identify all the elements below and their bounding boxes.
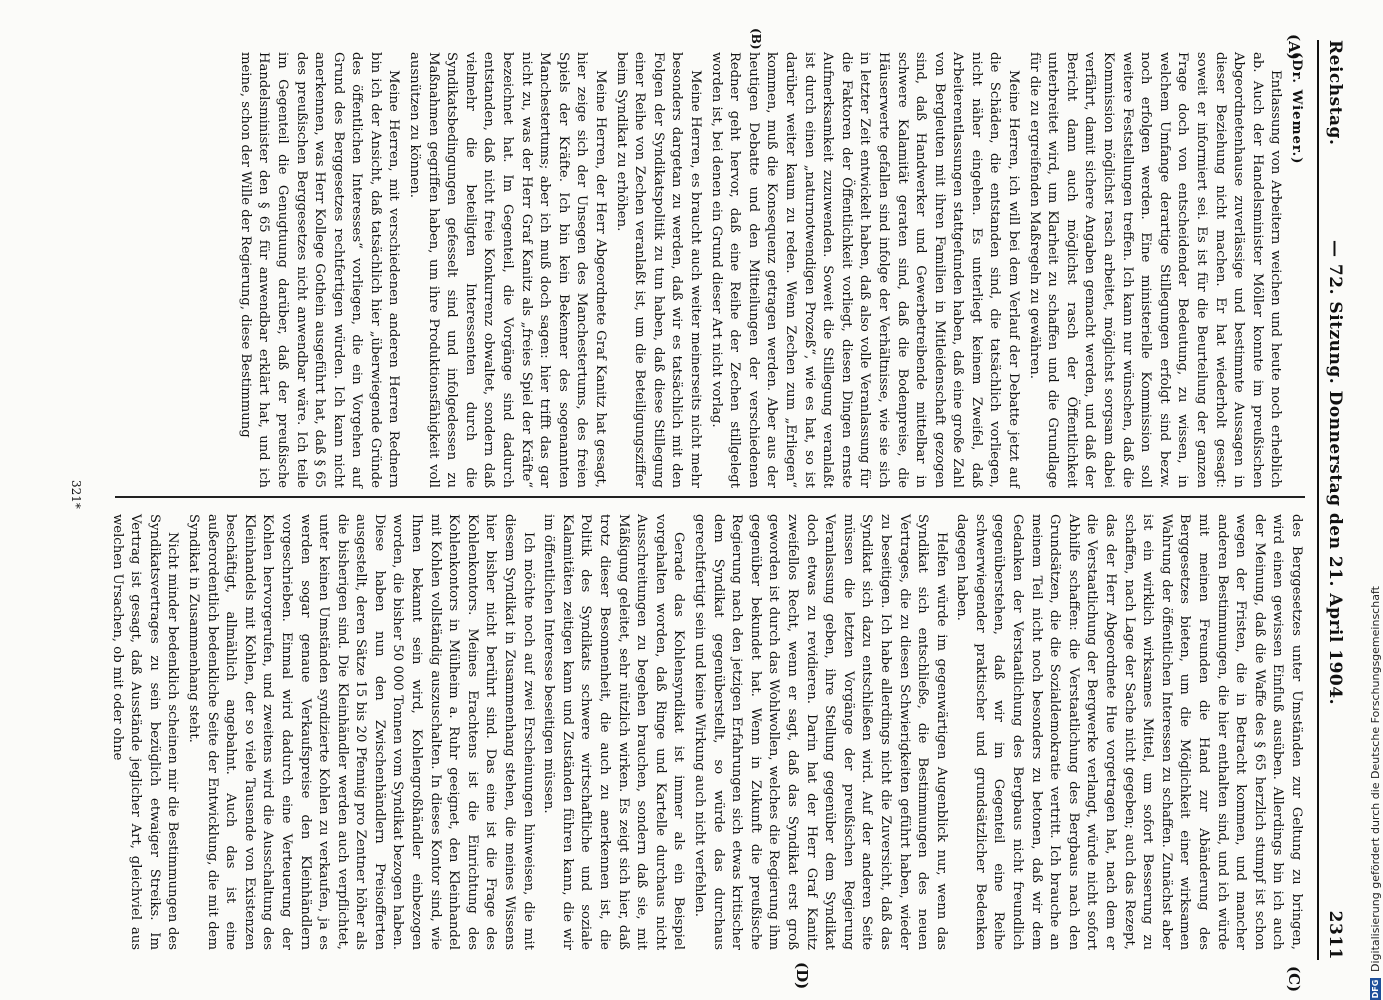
margin-marker-b: (B) (749, 28, 763, 50)
column-divider (115, 496, 1305, 498)
column-paragraph: Gerade das Kohlensyndikat ist immer als ein Beispiel vorgehalten worden, daß Ringe und Kartelle durchaus nicht Ausschreitungen zu begehen brauchen, sondern daß sie, mit Mäßigung geleitet, sehr nützlich wirken. Es zeigt sich hier, daß trotz dieser Besonnenheit, die auch zu anerkennen ist, die Politik des Syndikats schwere wirtschaftliche und soziale Kalamitäten zeitigen kann und Zuständen führen kann, die wir im öffentlichen Interesse beseitigen müssen. (541, 514, 687, 950)
margin-marker-c: (C) (1285, 966, 1303, 993)
header-publication: Reichstag. (1325, 40, 1345, 146)
left-column (115, 52, 1305, 488)
speaker-name: (Dr. Wiemer.) (1289, 52, 1304, 165)
header-rule (1317, 40, 1319, 960)
page-header (1315, 40, 1345, 960)
sheet-number: 321* (69, 480, 83, 509)
column-paragraph: Ich möchte noch auf zwei Erscheinungen hinweisen, die mit diesem Syndikat in Zusammenhang stehen, die meines Wissens hier bisher nicht berührt sind. Das eine ist die Frage des Kohlenkontors. Meines Erachtens ist die Einrichtung des Kohlenkontors in Mülheim a. Ruhr geeignet, den Kleinhandel mit Kohlen vollständig auszuschalten. In dieses Kontor sind, wie Ihnen bekannt sein wird, Kohlengroßhändler einbezogen worden, die bisher 50 000 Tonnen vom Syndikat bezogen haben. Diese haben nun den Zwischenhändlern Preisofferten ausgestellt, deren Sätze 15 bis 20 Pfennig pro Zentner höher als die bisherigen sind. Die Kleinhändler werden auch verpflichtet, unter keinen Umständen syndizierte Kohlen zu verkaufen, ja es werden sogar genaue Verkaufspreise den Kleinhändlern vorgeschrieben. Einmal wird dadurch eine Verteuerung der Kohlen hervorgerufen, und zweitens wird die Ausschaltung des Kleinhandels mit Kohlen, der so viele Tausende von Existenzen beschäftigt, allmählich angebahnt. Auch das ist eine außerordentlich bedenkliche Seite der Entwicklung, die mit dem Syndikat in Zusammenhang steht. (185, 514, 536, 950)
column-paragraph: Meine Herren, mit verschiedenen anderen Herren Rednern bin ich der Ansicht, daß tatsächlich hier „überwiegende Gründe des öffentlichen Interesses“ vorliegen, die ein Vorgehen auf Grund des Berggesetzes rechtfertigen würden. Ich kann nicht anerkennen, was Herr Kollege Gothein ausgeführt hat, daß § 65 des preußischen Berggesetzes nicht anwendbar wäre. Ich teile im Gegenteil die Genugtuung darüber, daß der preußische Handelsminister den § 65 für anwendbar erklärt hat, und ich meine, schon der Wille der Regierung, diese Bestimmung (237, 52, 402, 488)
header-page-number: 2311 (1325, 910, 1345, 960)
column-paragraph: Meine Herren, der Herr Abgeordnete Graf Kanitz hat gesagt, hier zeige sich der Unsegen des Manchestertums, des freien Spiels der Kräfte. Ich bin kein Bekenner des sogenannten Manchestertums; aber ich muß doch sagen: hier trifft das gar nicht zu, was der Herr Graf Kanitz als „freies Spiel der Kräfte“ bezeichnet hat. Im Gegenteil, die Vorgänge sind dadurch entstanden, daß nicht freie Konkurrenz obwaltet, sondern daß vielmehr die beteiligten Interessenten durch die Syndikatsbedingungen gefesselt sind und infolgedessen zu Maßnahmen gegriffen haben, um ihre Produktionsfähigkeit voll ausnützen zu können. (407, 52, 609, 488)
dfg-logo: DFG (1370, 979, 1380, 999)
margin-marker-a: (A) (1285, 34, 1303, 60)
column-paragraph: Nicht minder bedenklich scheinen mir die Bestimmungen des Syndikatsvertrages zu sein bezüglich etwaiger Streiks. Im Vertrag ist gesagt, daß Ausstände jeglicher Art, gleichviel aus welchen Ursachen, ob mit oder ohne (109, 514, 181, 950)
digitization-note (1367, 0, 1383, 1000)
column-paragraph (1286, 52, 1305, 488)
header-session-date: — 72. Sitzung. Donnerstag den 21. April 1904. (1325, 240, 1345, 705)
column-paragraph: Entlassung von Arbeitern weichen und heute noch erheblich ab. Auch der Handelsminister Möller konnte im preußischen Abgeordnetenhause zuverlässige und bestimmte Aussagen in dieser Beziehung nicht machen. Er hat wiederholt gesagt: soweit er informiert sei. Es ist für die Beurteilung der ganzen Frage doch von entscheidender Bedeutung, zu wissen, in welchem Umfange derartige Stillegungen erfolgt sind bezw. noch erfolgen werden. Eine ministerielle Kommission soll weitere Feststellungen treffen. Ich kann nur wünschen, daß die Kommission möglichst rasch arbeitet, möglichst sorgsam dabei verfährt, damit sichere Angaben gemacht werden, und daß der Bericht dann auch möglichst rasch der Öffentlichkeit unterbreitet wird, um Klarheit zu schaffen und die Grundlage für die zu ergreifenden Maßregeln zu gewähren. (1026, 52, 1284, 488)
digitization-note-text: Digitalisierung gefördert durch die Deutsche Forschungsgemeinschaft (1368, 586, 1382, 972)
column-paragraph: Helfen würde im gegenwärtigen Augenblick nur, wenn das Syndikat sich entschließe, die Bestimmungen des neuen Vertrages, die zu diesen Schwierigkeiten geführt haben, wieder zu beseitigen. Ich habe allerdings nicht die Zuversicht, daß das Syndikat sich dazu entschließen wird. Auf der anderen Seite müssen die letzten Vorgänge der preußischen Regierung Veranlassung geben, ihre Stellung gegenüber dem Syndikat doch etwas zu revidieren. Darin hat der Herr Graf Kanitz zweifellos Recht, wenn er sagt, daß das Syndikat erst groß geworden ist durch das Wohlwollen, welches die Regierung ihm gegenüber bekundet hat. Wenn in Zukunft die preußische Regierung nach den jetzigen Erfahrungen sich etwas kritischer dem Syndikat gegenüberstellt, so würde das durchaus gerechtfertigt sein und keine Wirkung auch nicht verfehlen. (692, 514, 949, 950)
column-paragraph: Meine Herren, ich will bei dem Verlauf der Debatte jetzt auf die Schäden, die entstanden sind, die tatsächlich vorliegen, nicht näher eingehen. Es unterliegt keinem Zweifel, daß Arbeiterentlassungen stattgefunden haben, daß eine große Zahl von Bergleuten mit ihren Familien in Mitleidenschaft gezogen sind, daß Handwerker und Gewerbetreibende mittelbar in schwere Kalamität geraten sind, daß die Bodenpreise, die Häuserwerte gefallen sind infolge der Verhältnisse, wie sie sich in letzter Zeit entwickelt haben, daß also volle Veranlassung für die Faktoren der Öffentlichkeit vorliegt, diesen Dingen ernste Aufmerksamkeit zuzuwenden. Soweit die Stillegung veranlaßt ist durch einen „naturnotwendigen Prozeß“, wie es hat, so ist darüber weiter kaum zu reden. Wenn Zechen zum „Erliegen“ kommen, muß die Konsequenz getragen werden. Aber aus der heutigen Debatte und den Mitteilungen der verschiedenen Redner geht hervor, daß eine Reihe der Zechen stillgelegt worden ist, bei denen ein Grund dieser Art nicht vorlag. (708, 52, 1022, 488)
right-column (109, 514, 1305, 950)
margin-marker-d: (D) (793, 962, 811, 990)
column-paragraph: Meine Herren, es braucht auch weiter meinerseits nicht mehr besonders dargetan zu werden, daß wir es tatsächlich mit den Folgen der Syndikatspolitik zu tun haben, daß diese Stillegung einer Reihe von Zechen veranlaßt ist, um die Beteiligungsziffer beim Syndikat zu erhöhen. (613, 52, 703, 488)
column-paragraph: des Berggesetzes unter Umständen zur Geltung zu bringen, wird einen gewissen Einfluß ausüben. Allerdings bin ich auch der Meinung, daß die Waffe des § 65 herzlich stumpf ist schon wegen der Fristen, die in Betracht kommen, und mancher anderen Bestimmungen, die hier enthalten sind, und ich würde mit meinen Freunden die Hand zur Abänderung des Berggesetzes bieten, um die Möglichkeit einer wirksamen Wahrung der öffentlichen Interessen zu schaffen. Zunächst aber ist ein wirklich wirksames Mittel, um sofort Besserung zu schaffen, nach Lage der Sache nicht gegeben; auch das Rezept, das der Herr Abgeordnete Hue vorgetragen hat, nach dem er die Verstaatlichung der Bergwerke verlangt, würde nicht sofort Abhilfe schaffen: die Verstaatlichung des Bergbaus nach den Grundsätzen, die die Sozialdemokratie vertritt. Ich brauche an meinem Teil nicht noch besonders zu betonen, daß wir dem Gedanken der Verstaatlichung des Bergbaus nicht freundlich gegenüberstehen, daß wir im Gegenteil eine Reihe schwerwiegender praktischer und grundsätzlicher Bedenken dagegen haben. (954, 514, 1304, 950)
